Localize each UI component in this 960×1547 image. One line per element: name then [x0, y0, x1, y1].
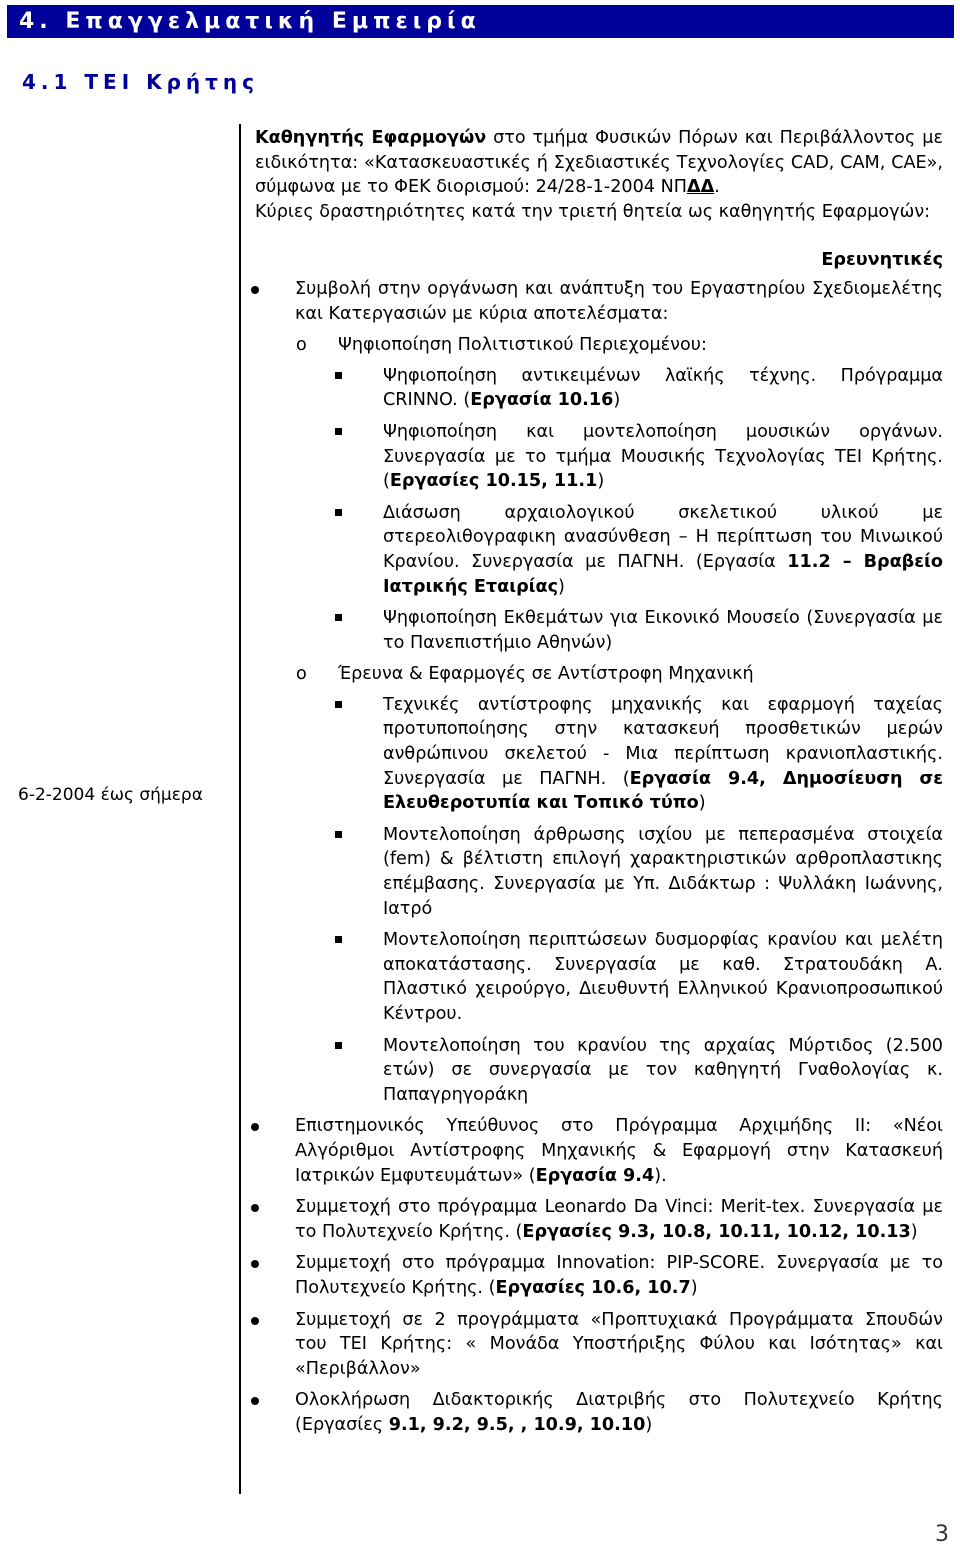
square-bullet-icon — [335, 372, 342, 379]
square-bullet-icon — [335, 614, 342, 621]
subsection-title: 4.1 ΤΕΙ Κρήτης — [22, 70, 260, 94]
square-bullet-icon — [335, 701, 342, 708]
bullet-icon — [251, 1123, 259, 1131]
list-item: Τεχνικές αντίστροφης μηχανικής και εφαρμογή ταχείας προτυποποίησης στην κατασκευή προσθετικών μερών ανθρώπινου σκελετού - Μια περίπτωση κρανιοπλαστικής. Συνεργασία με ΠΑΓΝΗ. (Εργασία 9.4, Δημοσίευση σε Ελευθεροτυπία και Τοπικό τύπο) — [255, 693, 943, 816]
list-item: Συμμετοχή στο πρόγραμμα Innovation: PIP-SCORE. Συνεργασία με το Πολυτεχνείο Κρήτης. (Εργασίες 10.6, 10.7) — [255, 1251, 943, 1300]
section-header: 4. Επαγγελματική Εμπειρία — [7, 5, 954, 38]
page-number: 3 — [935, 1522, 949, 1547]
list-item: Συμμετοχή σε 2 προγράμματα «Προπτυχιακά Προγράμματα Σπουδών του ΤΕΙ Κρήτης: « Μονάδα Υποστήριξης Φύλου και Ισότητας» και «Περιβάλλον» — [255, 1308, 943, 1382]
list-item: Συμμετοχή στο πρόγραμμα Leonardo Da Vinci: Merit-tex. Συνεργασία με το Πολυτεχνείο Κρήτης. (Εργασίες 9.3, 10.8, 10.11, 10.12, 10.13) — [255, 1195, 943, 1244]
square-bullet-icon — [335, 936, 342, 943]
list-item: o Έρευνα & Εφαρμογές σε Αντίστροφη Μηχανική — [255, 662, 943, 687]
list-item: o Ψηφιοποίηση Πολιτιστικού Περιεχομένου: — [255, 333, 943, 358]
list-item: Ολοκλήρωση Διδακτορικής Διατριβής στο Πολυτεχνείο Κρήτης (Εργασίες 9.1, 9.2, 9.5, , 10.9, 10.10) — [255, 1388, 943, 1437]
list-item: Ψηφιοποίηση αντικειμένων λαϊκής τέχνης. Πρόγραμμα CRINNO. (Εργασία 10.16) — [255, 364, 943, 413]
list-item: Μοντελοποίηση άρθρωσης ισχίου με πεπερασμένα στοιχεία (fem) & βέλτιστη επιλογή χαρακτηριστικών αρθροπλαστικης επέμβασης. Συνεργασία με Υπ. Διδάκτωρ : Ψυλλάκη Ιωάννης, Ιατρό — [255, 823, 943, 921]
period-label: 6-2-2004 έως σήμερα — [18, 785, 203, 805]
bullet-icon — [251, 1204, 259, 1212]
bullet-icon — [251, 1317, 259, 1325]
square-bullet-icon — [335, 428, 342, 435]
square-bullet-icon — [335, 509, 342, 516]
divider-line — [239, 124, 241, 1494]
content-column — [255, 126, 943, 1445]
list-item: Συμβολή στην οργάνωση και ανάπτυξη του Εργαστηρίου Σχεδιομελέτης και Κατεργασιών με κύρια αποτελέσματα: — [255, 277, 943, 326]
category-heading: Ερευνητικές — [821, 250, 943, 271]
circle-bullet-icon: o — [296, 664, 307, 685]
list-item: Μοντελοποίηση περιπτώσεων δυσμορφίας κρανίου και μελέτη αποκατάστασης. Συνεργασία με καθ. Στρατουδάκη Α. Πλαστικό χειρούργο, Διευθυντή Ελληνικού Κρανιοπροσωπικού Κέντρου. — [255, 928, 943, 1026]
list-item: Επιστημονικός Υπεύθυνος στο Πρόγραμμα Αρχιμήδης ΙΙ: «Νέοι Αλγόριθμοι Αντίστροφης Μηχανικής & Εφαρμογή στην Κατασκευή Ιατρικών Εμφυτευμάτων» (Εργασία 9.4). — [255, 1114, 943, 1188]
bullet-icon — [251, 286, 259, 294]
list-item: Ψηφιοποίηση Εκθεμάτων για Εικονικό Μουσείο (Συνεργασία με το Πανεπιστήμιο Αθηνών) — [255, 606, 943, 655]
list-item: Διάσωση αρχαιολογικού σκελετικού υλικού με στερεολιθογραφικη ανασύνθεση – Η περίπτωση του Μινωικού Κρανίου. Συνεργασία με ΠΑΓΝΗ. (Εργασία 11.2 – Βραβείο Ιατρικής Εταιρίας) — [255, 501, 943, 599]
list-item: Ψηφιοποίηση και μοντελοποίηση μουσικών οργάνων. Συνεργασία με το τμήμα Μουσικής Τεχνολογίας ΤΕΙ Κρήτης. (Εργασίες 10.15, 11.1) — [255, 420, 943, 494]
bullet-icon — [251, 1397, 259, 1405]
bullet-icon — [251, 1260, 259, 1268]
square-bullet-icon — [335, 831, 342, 838]
intro-activities: Κύριες δραστηριότητες κατά την τριετή θητεία ως καθηγητής Εφαρμογών: — [255, 201, 931, 222]
list-item: Μοντελοποίηση του κρανίου της αρχαίας Μύρτιδος (2.500 ετών) σε συνεργασία με τον καθηγητή Γναθολογίας κ. Παπαγρηγοράκη — [255, 1034, 943, 1108]
intro-paragraph: Καθηγητής Εφαρμογών στο τμήμα Φυσικών Πόρων και Περιβάλλοντος με ειδικότητα: «Κατασκευαστικές ή Σχεδιαστικές Τεχνολογίες CAD, CAM, CAE», σύμφωνα με το ΦΕΚ διορισμού: 24/28-1-2004 ΝΠΔΔ. — [255, 128, 943, 198]
circle-bullet-icon: o — [296, 335, 307, 356]
square-bullet-icon — [335, 1042, 342, 1049]
